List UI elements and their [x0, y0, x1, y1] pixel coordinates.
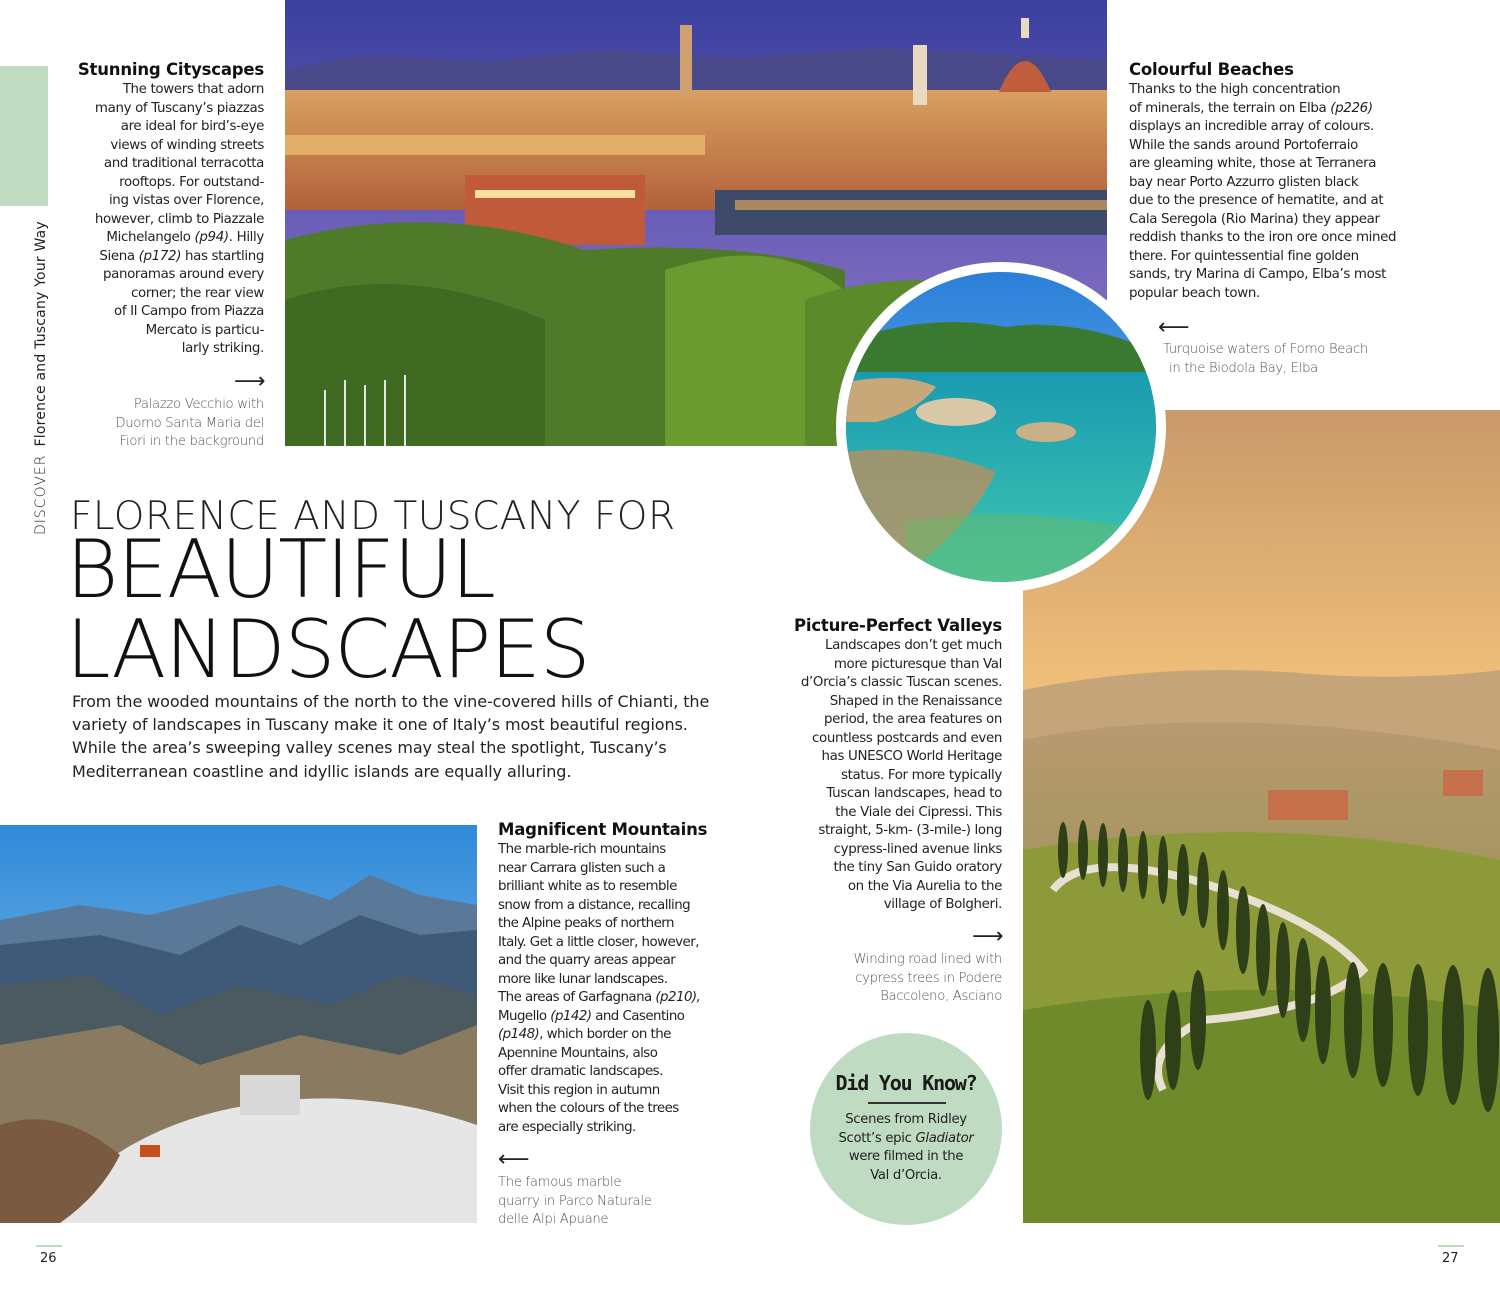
- page-reference: (p94): [194, 230, 229, 245]
- did-you-know-text: [830, 1111, 982, 1185]
- text-line: are gleaming white, those at Terranera: [1129, 156, 1377, 171]
- text-line: [498, 989, 738, 1008]
- page-title-line2: LANDSCAPES: [66, 603, 590, 696]
- caption-line: Palazzo Vecchio with: [133, 397, 264, 412]
- text-line: status. For more typically: [840, 767, 1002, 783]
- text-line: period, the area features on: [824, 712, 1002, 727]
- caption-line: Winding road lined with: [853, 952, 1002, 967]
- text-line: [1129, 100, 1429, 119]
- page-title-kicker: FLORENCE AND TUSCANY FOR: [70, 494, 676, 539]
- text-line: more picturesque than Val: [833, 656, 1002, 672]
- page-reference: (p172): [138, 248, 182, 264]
- forno-beach-photo: [836, 262, 1166, 592]
- mountains-heading: Magnificent Mountains: [498, 820, 708, 839]
- arrow-left-icon: ⟵: [1158, 315, 1190, 340]
- text-line: Mercato is particu-: [145, 322, 264, 338]
- section-label: DISCOVER: [33, 454, 49, 535]
- text-line: Landscapes don’t get much: [825, 638, 1002, 653]
- text-fragment: , which border on the: [539, 1027, 671, 1042]
- cityscapes-heading: Stunning Cityscapes: [77, 60, 264, 79]
- text-line: Shaped in the Renaissance: [829, 693, 1002, 709]
- text-line: reddish thanks to the iron ore once mined: [1129, 230, 1397, 245]
- text-line: straight, 5-km- (3-mile-) long: [818, 823, 1002, 838]
- intro-paragraph: From the wooded mountains of the north to the vine-covered hills of Chianti, the variety of landscapes in Tuscany make it one of Italy’s most beautiful regions. While the area’s sweeping valley scenes may steal the spotlight, Tuscany’s Mediterranean coastline and idyllic islands are equally alluring.: [72, 692, 710, 781]
- page-reference: (p142): [550, 1008, 592, 1024]
- beaches-caption: [1163, 341, 1463, 378]
- text-line: on the Via Aurelia to the: [847, 878, 1002, 894]
- text-line: sands, try Marina di Campo, Elba’s most: [1129, 267, 1387, 282]
- arrow-right-icon: ⟶: [972, 924, 1004, 949]
- text-line: displays an incredible array of colours.: [1129, 119, 1374, 134]
- caption-line: Baccoleno, Asciano: [880, 989, 1002, 1005]
- cityscapes-caption: [60, 396, 264, 452]
- text-line: bay near Porto Azzurro glisten black: [1129, 174, 1359, 190]
- caption-line: Turquoise waters of Forno Beach: [1163, 342, 1368, 357]
- page-number-right: 27: [1442, 1251, 1459, 1266]
- text-fragment: Scott’s epic: [838, 1130, 916, 1146]
- text-line: [498, 1008, 738, 1027]
- text-line: are especially striking.: [498, 1119, 636, 1135]
- page-reference: (p148): [498, 1027, 540, 1042]
- valleys-body: [760, 637, 1002, 915]
- text-line: [498, 1026, 738, 1045]
- text-line: [30, 248, 264, 267]
- text-line: Italy. Get a little closer, however,: [498, 934, 699, 950]
- did-you-know-badge: [810, 1033, 1002, 1225]
- text-line: Tuscan landscapes, head to: [826, 786, 1002, 801]
- text-line: cypress-lined avenue links: [833, 841, 1002, 857]
- page-marker: [1438, 1245, 1464, 1247]
- text-line: there. For quintessential fine golden: [1129, 248, 1359, 264]
- text-line: rooftops. For outstand-: [119, 174, 264, 190]
- did-you-know-title: Did You Know?: [835, 1071, 977, 1095]
- arrow-left-icon: ⟵: [498, 1147, 530, 1172]
- mountains-body: [498, 841, 738, 1137]
- caption-line: Duomo Santa Maria del: [115, 415, 264, 431]
- film-title: Gladiator: [915, 1130, 974, 1146]
- text-line: larly striking.: [181, 341, 264, 356]
- text-fragment: of minerals, the terrain on Elba: [1129, 100, 1331, 116]
- text-fragment: . Hilly: [228, 230, 264, 245]
- text-line: panoramas around every: [102, 267, 264, 282]
- cityscapes-body: [30, 81, 264, 359]
- text-fragment: The areas of Garfagnana: [498, 990, 656, 1005]
- text-line: when the colours of the trees: [498, 1101, 679, 1116]
- text-fragment: Mugello: [498, 1008, 551, 1024]
- text-line: brilliant white as to resemble: [498, 879, 677, 894]
- beaches-heading: Colourful Beaches: [1129, 60, 1294, 79]
- text-line: d’Orcia’s classic Tuscan scenes.: [800, 675, 1002, 690]
- text-line: ing vistas over Florence,: [108, 193, 264, 208]
- page-reference: (p210),: [655, 990, 701, 1005]
- valleys-heading: Picture-Perfect Valleys: [793, 616, 1002, 635]
- caption-line: quarry in Parco Naturale: [498, 1193, 652, 1209]
- text-fragment: Michelangelo: [106, 230, 195, 245]
- text-line: and traditional terracotta: [103, 156, 264, 171]
- text-line: popular beach town.: [1129, 285, 1260, 301]
- text-line: views of winding streets: [110, 137, 264, 153]
- beaches-body: [1129, 81, 1429, 303]
- text-line: however, climb to Piazzale: [94, 211, 264, 227]
- caption-line: delle Alpi Apuane: [498, 1212, 609, 1228]
- text-line: the Alpine peaks of northern: [498, 916, 674, 931]
- page-number-left: 26: [40, 1251, 57, 1266]
- text-line: are ideal for bird’s-eye: [120, 119, 264, 134]
- caption-line: cypress trees in Podere: [855, 970, 1002, 986]
- text-line: Val d’Orcia.: [870, 1167, 942, 1183]
- mountains-caption: [498, 1174, 738, 1230]
- text-line: [830, 1130, 982, 1149]
- text-line: the Viale dei Cipressi. This: [835, 804, 1002, 820]
- text-fragment: Siena: [99, 248, 139, 264]
- text-fragment: has startling: [181, 248, 264, 264]
- text-line: has UNESCO World Heritage: [821, 749, 1002, 764]
- text-line: of Il Campo from Piazza: [114, 304, 264, 319]
- text-line: were filmed in the: [848, 1149, 964, 1165]
- arrow-right-icon: ⟶: [234, 369, 266, 394]
- text-line: countless postcards and even: [812, 730, 1002, 746]
- page-reference: (p226): [1330, 100, 1373, 116]
- text-line: Cala Seregola (Rio Marina) they appear: [1129, 211, 1380, 227]
- page-marker: [36, 1245, 62, 1247]
- text-line: Thanks to the high concentration: [1129, 82, 1341, 97]
- text-line: village of Bolgheri.: [883, 897, 1002, 912]
- text-line: due to the presence of hematite, and at: [1129, 193, 1384, 208]
- text-line: Visit this region in autumn: [498, 1082, 660, 1098]
- caption-line: The famous marble: [498, 1175, 622, 1190]
- text-line: corner; the rear view: [131, 285, 264, 301]
- text-line: near Carrara glisten such a: [498, 860, 666, 876]
- caption-line: in the Biodola Bay, Elba: [1169, 360, 1318, 376]
- text-line: Apennine Mountains, also: [498, 1045, 658, 1061]
- text-line: offer dramatic landscapes.: [498, 1064, 663, 1079]
- divider: [868, 1102, 946, 1104]
- caption-line: Fiori in the background: [119, 434, 264, 450]
- text-line: the tiny San Guido oratory: [833, 860, 1002, 875]
- text-line: The towers that adorn: [122, 82, 264, 97]
- page-title-line1: BEAUTIFUL: [66, 523, 495, 616]
- text-line: snow from a distance, recalling: [498, 897, 691, 913]
- text-line: [30, 229, 264, 248]
- text-line: many of Tuscany’s piazzas: [94, 100, 264, 116]
- valleys-caption: [780, 951, 1002, 1007]
- text-line: The marble-rich mountains: [498, 842, 666, 857]
- text-line: more like lunar landscapes.: [498, 971, 668, 987]
- marble-quarry-photo: [0, 825, 477, 1223]
- text-fragment: and Casentino: [591, 1008, 685, 1024]
- chapter-label: Florence and Tuscany Your Way: [33, 221, 49, 447]
- text-line: While the sands around Portoferraio: [1129, 137, 1358, 153]
- text-line: Scenes from Ridley: [845, 1112, 967, 1127]
- text-line: and the quarry areas appear: [498, 953, 676, 968]
